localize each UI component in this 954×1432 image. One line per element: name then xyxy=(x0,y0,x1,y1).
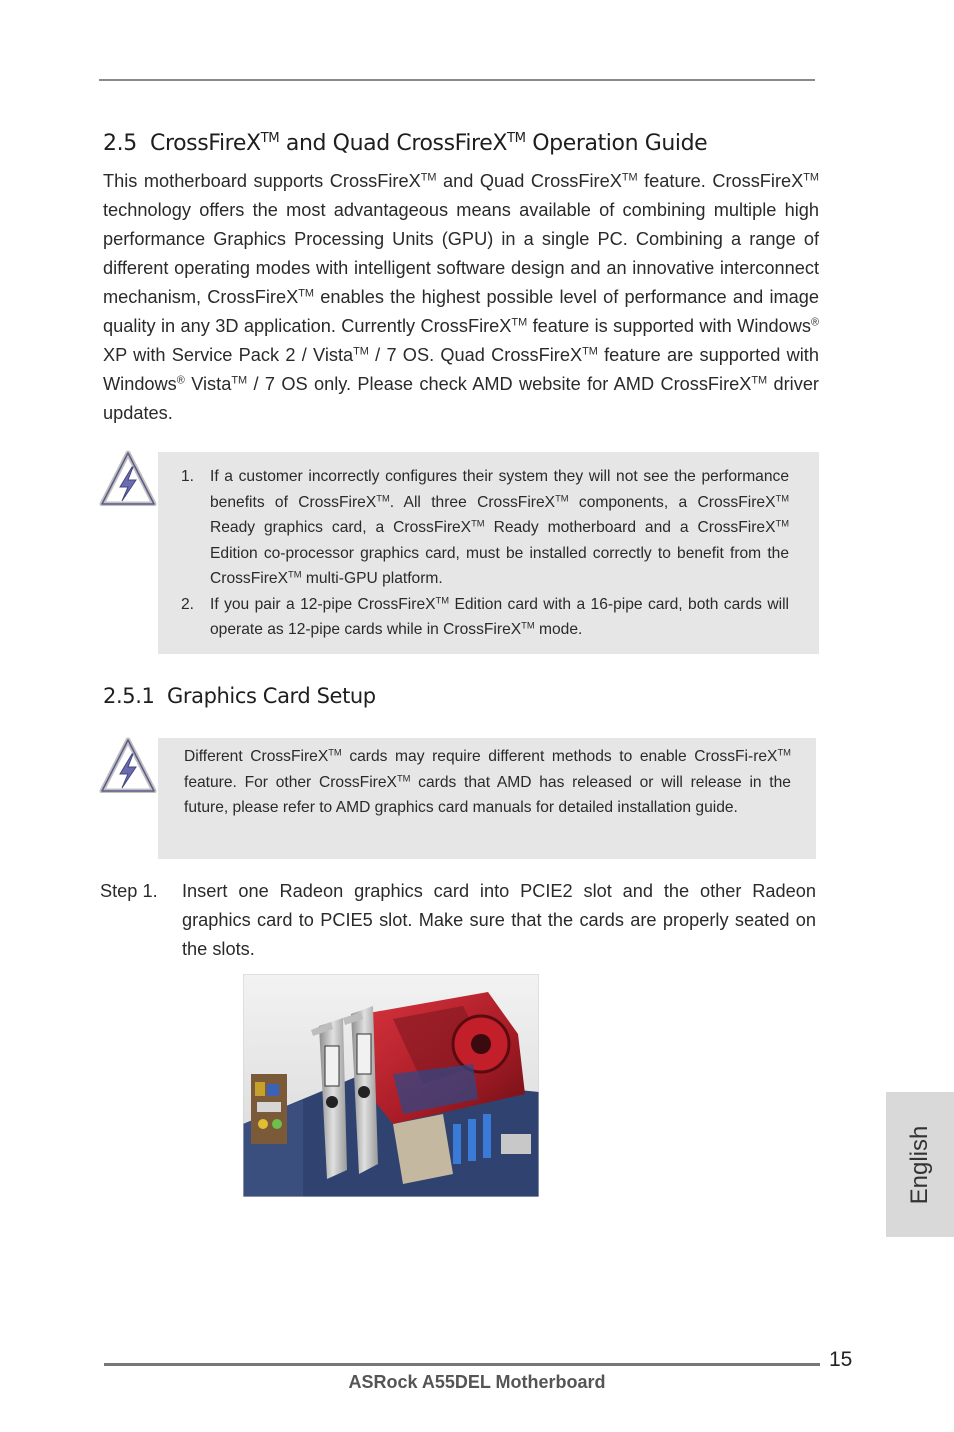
note-text: Different CrossFireX™ cards may require different methods to enable CrossFi-reX™ feature. For other CrossFireX™ cards that AMD has released or will release in the future, please refer to AMD graphics card manuals for detailed installation guide. xyxy=(184,747,791,816)
subsection-number: 2.5.1 xyxy=(103,684,155,708)
section-number: 2.5 xyxy=(103,131,137,156)
note-item-1: 1. If a customer incorrectly configures their system they will not see the performance benefits of CrossFireX™. All three CrossFireX™ components, a CrossFireX™ Ready graphics card, a CrossFireX™ Ready motherboard and a CrossFireX™ Edition co-processor graphics card, must be installed correctly to benefit from the CrossFireX™ multi-GPU platform. xyxy=(181,468,789,587)
language-tab xyxy=(886,1092,954,1237)
note-box-graphics-cards xyxy=(158,738,816,859)
step-text: Insert one Radeon graphics card into PCIE2 slot and the other Radeon graphics card to PCIE5 slot. Make sure that the cards are properly seated on the slots. xyxy=(182,881,816,959)
intro-paragraph: This motherboard supports CrossFireX™ and Quad CrossFireX™ feature. CrossFireX™ technology offers the most advantageous means available of combining multiple high performance Graphics Processing Units (GPU) in a single PC. Combining a range of different operating modes with intelligent software design and an innovative interconnect mechanism, CrossFireX™ enables the highest possible level of performance and image quality in any 3D application. Currently CrossFireX™ feature is supported with Windows® XP with Service Pack 2 / Vista™ / 7 OS. Quad CrossFireX™ feature are supported with Windows® Vista™ / 7 OS only. Please check AMD website for AMD CrossFireX™ driver updates. xyxy=(103,171,820,423)
warning-triangle-icon xyxy=(98,450,158,506)
subsection-heading xyxy=(103,684,376,708)
graphics-cards-photo xyxy=(243,974,539,1197)
crossfire-cards-illustration xyxy=(243,974,539,1197)
note-list xyxy=(181,464,789,643)
warning-triangle-icon xyxy=(98,737,158,793)
top-rule xyxy=(99,79,815,81)
page-number: 15 xyxy=(829,1348,853,1371)
section-heading: 2.5 CrossFireX™ and Quad CrossFireX™ Operation Guide xyxy=(103,131,708,156)
note-box-crossfire-warnings xyxy=(158,452,819,654)
subsection-title: Graphics Card Setup xyxy=(167,684,376,708)
step-label: Step 1. xyxy=(100,881,158,901)
footer-title: ASRock A55DEL Motherboard xyxy=(348,1372,606,1392)
bottom-rule xyxy=(104,1363,820,1366)
note-item-2: 2. If you pair a 12-pipe CrossFireX™ Edition card with a 16-pipe card, both cards will operate as 12-pipe cards while in CrossFireX™ mode. xyxy=(181,594,789,638)
language-label: English xyxy=(906,1125,933,1204)
